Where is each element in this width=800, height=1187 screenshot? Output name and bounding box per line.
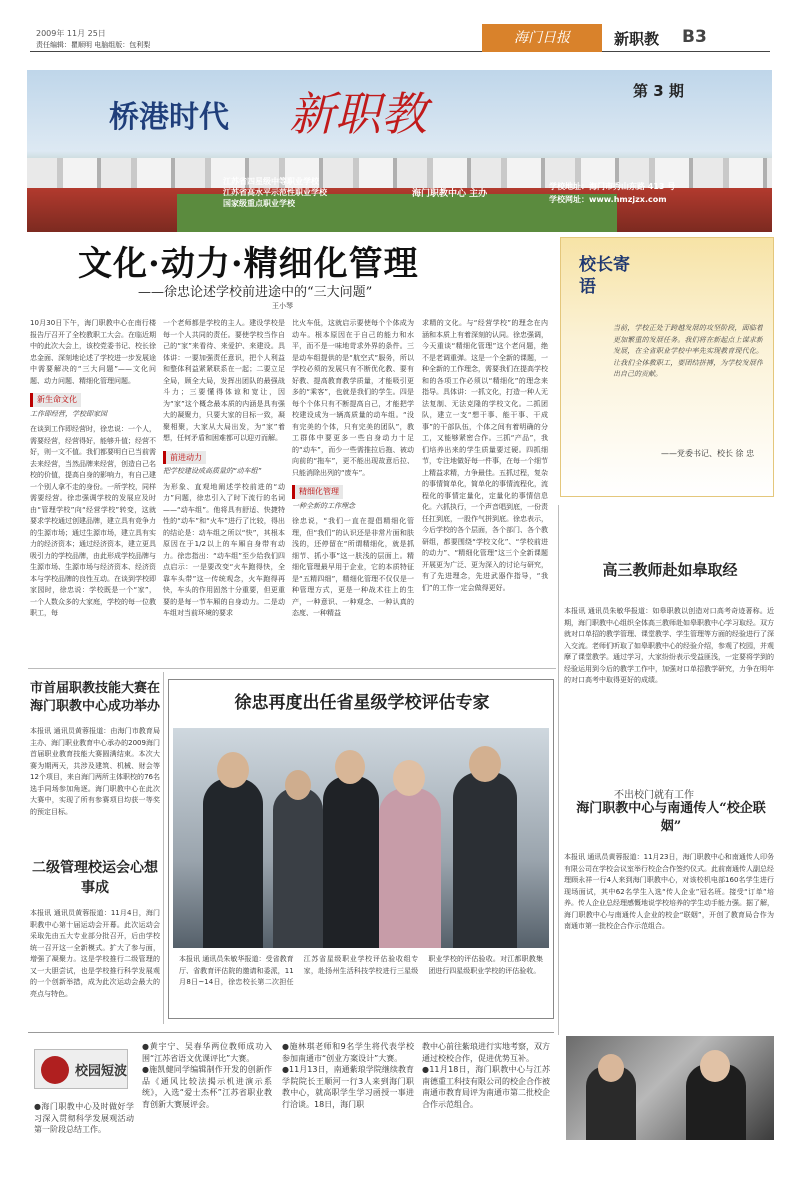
banner-issue: 第 3 期 xyxy=(633,82,684,100)
header-editors: 责任编辑：瞿顺明 电脑组版：包利梨 xyxy=(36,41,151,49)
col3-body-2: 徐忠说，“我们一直在提倡精细化管理，但“我们”的认识还是非常片面和肤浅的，还停留在“所谓精细化，就是抓细节、抓小事”这一肤浅的层面上。精细化管理最早用于企业，它的本质特征是“五精四细”，精细化管理不仅仅是一种管理方式，更是一种战术往上的生产，一种意识、一种观念、一种认真的态度、一种精益 xyxy=(292,517,414,617)
honor-3: 国家级重点职业学校 xyxy=(223,199,295,208)
briefs-title: 校园短波 xyxy=(75,1064,128,1079)
story4-title: 市首届职教技能大赛在海门职教中心成功举办 xyxy=(30,681,161,714)
main-col-3 xyxy=(292,318,414,658)
col3-body: 比火车低，这就启示要使每个个体成为动车。根本原因在于自己的能力和水平，而不是一味地苛求外界的条件。三是动车组提供的是“航空式”服务，所以学校必须的发展只有不断优化教、要有好教、提高教育教学质量，才能吸引更多的“乘客”，也就是我们的学生。四是每个个体只有不断提高自己，才能把学校建设成为一辆高质量的动车组。“没有完美的个体，只有完美的团队”，教工群体中要更多一些自身动力十足的“动车”，而少一些需推拉后拖、被动向前的“拖车”，更不能出现故意后拉、只能消除出列的“废车”。 xyxy=(292,319,414,477)
page-header xyxy=(30,24,770,52)
col2-body-2: 为形象、直观地阐述学校前进的“动力”问题，徐忠引入了时下流行的名词——“动车组”。他将具有舒适、快捷特性的“动车”和“火车”进行了比较，得出的结论是：动车组之所以“快”，其根本原因在于1/2以上的车厢自身带有动力。徐忠指出：“动车组”至少给我们四点启示：一是要改变“火车跑得快，全靠车头带”这一传统观念，火车跑得再快，车头的作用固然十分重要，但更重要的是每一节车厢的自身动力。二是动车组对当前环境的要求 xyxy=(163,482,285,617)
brief-7: ●11月18日，海门职教中心与江苏南德重工科技有限公司的校企合作被南通市教育局评为南通市第二批校企合作示范组合。 xyxy=(422,1065,550,1109)
brief-3: ●施凯健同学编辑制作开发的创新作品《通风比较法揭示机进演示系统》，入选“爱士杰杯”江苏省职业教育创新大赛展评会。 xyxy=(142,1065,272,1109)
banner-title-2: 新职教 xyxy=(289,87,427,141)
story3-pre: 不出校门就有工作 xyxy=(614,790,694,801)
divider-right-col xyxy=(558,505,559,1035)
story2-title: 高三教师赴如皋取经 xyxy=(602,561,738,579)
briefs-box xyxy=(28,1032,554,1162)
meeting-photo xyxy=(566,1036,774,1140)
brief-col-2 xyxy=(142,1041,272,1159)
brief-col-3 xyxy=(282,1041,414,1159)
col4-body: 求精的文化。与“经营学校”的理念在内涵和本质上有着深刻的认同。徐忠强调，今天重谈“精细化管理”这个老问题，绝不是老调重弹。这是一个全新的课题，一种全新的工作理念，需要我们在提高学校和的各项工作必须以“精细化”的理念来指导。具体讲：一抓文化，打造一种人无法复制、无法克隆的学校文化。二抓团队，建立一支“想干事、能干事、干成事”的干部队伍，个体之间有着明确的分工，又能够紧密合作。三抓“产品”，我们培养出来的学生质量要过硬。四抓细节，专注地做好每一件事，在每一个细节上精益求精，力争最佳。五抓过程，复杂的事情简单化，简单化的事情流程化，流程化的事情定量化，定量化的事情信息化。六抓执行，一个声音唱到底，一份责任扛到底，一股作气拼到底。徐忠表示，今后学校的各个层面，各个部门、各个教研组，都要围绕“学校文化”、“学校前进的动力”、“精细化管理”这三个全新课题开展更为广泛、更为深入的讨论与研究，有了先进理念，先进武器作指导，“我们”的工作一定会做得更好。 xyxy=(422,319,548,592)
brief-5: ●11月13日，南通紫琅学院继续教育学院院长王顺河一行3人来到海门职教中心，就高职学生学习函授一事进行洽谈。18日，海门职 xyxy=(282,1065,414,1109)
col1-intro: 10月30日下午，海门职教中心在南行楼报告厅召开了全校教职工大会。在临近期中的此次大会上，该校党委书记、校长徐忠金面、深刻地论述了学校进一步发展途中需要解决的“三大问题”——文化问题、动力问题、精细化管理问题。 xyxy=(30,319,156,385)
main-col-1 xyxy=(30,318,156,658)
banner xyxy=(27,70,772,232)
banner-honors xyxy=(223,176,327,209)
main-col-4 xyxy=(422,318,548,658)
principal-title: 校长寄语 xyxy=(579,255,630,297)
subhead-culture-sub: 工作即经营，学校即家园 xyxy=(30,409,107,418)
honor-1: 江苏省四星级中等职业学校 xyxy=(223,177,319,186)
photo-credit: 本报讯 通讯员朱敏华报道：受省教育厅、省教育评估院的邀请和委派，11月8日~14日，徐忠校长第二次担任江苏省星级职业学校评估验收组专家，赴扬州生活科技学校进行三星级职业学校的评估验收。对江都职教集团进行四星级职业学校的评估验收。 xyxy=(179,955,543,986)
brief-col-4 xyxy=(422,1041,550,1159)
briefs-logo xyxy=(34,1049,128,1089)
banner-address: 学校地址：海门市秀山东路 413 号 xyxy=(549,182,676,191)
banner-host: 海门职教中心 主办 xyxy=(412,189,488,199)
banner-site[interactable]: 学校网址：www.hmzjzx.com xyxy=(549,195,667,204)
story3-title: 海门职教中心与南通传人“校企联姻” xyxy=(576,801,766,834)
col2-body: 一个老师都是学校的主人。建设学校是每一个人共同的责任。要使学校当作自己的“家”来看待、来爱护、来建设。具体讲：一要加强责任意识，把个人利益和整体利益紧紧联系在一起；二要立足全局，顾全大局，发挥出团队的最强战斗力；三要懂得体谅和宽让，因为“家”这个概念最本质的内涵是具有强大的凝聚力，只要大家的目标一致，凝聚相聚，大家从大局出发，为“家”着想，任何矛盾和困难都可以迎刃而解。 xyxy=(163,319,285,442)
brief-4: ●施林琪老师和9名学生将代表学校参加南通市“创业方案设计”大赛。 xyxy=(282,1042,414,1063)
main-title: 文化·动力·精细化管理 xyxy=(78,244,419,284)
honor-2: 江苏省高水平示范性职业学校 xyxy=(223,188,327,197)
main-subtitle: ——徐忠论述学校前进途中的“三大问题” xyxy=(138,285,373,300)
subhead-culture: 新生命文化 xyxy=(30,393,81,407)
story2-text: 本报讯 通讯员朱敏华报道：如皋职教以创造对口高考奇迹著称。近期，海门职教中心组织全体高三教师赴如皋职教中心学习取经。双方就对口单招的教学管理、课堂教学、学生管理等方面的经验进行了深入交流。老师们听取了如皋职教中心的经验介绍，参观了校园，并观摩了课堂教学。通过学习，大家纷纷表示受益匪浅，一定要将学到的经验运用到今后的教学工作中，加强对口单招教学研究，力争在明年的对口高考中取得更好的成绩。 xyxy=(564,607,774,684)
briefs-emblem xyxy=(41,1056,69,1084)
brief-1: ●海门职教中心及时做好学习深入贯彻科学发展观活动第一阶段总结工作。 xyxy=(34,1102,134,1134)
photo-title: 徐忠再度出任省星级学校评估专家 xyxy=(234,693,490,713)
subhead-fine: 精细化管理 xyxy=(292,485,343,499)
col1-body: 在谈到工作即经营时，徐忠说：一个人，需要经营，经营得好，能够升值；经营不好，则一文不值。我们都要明白已当前需去来经营，当然品牌来经营，创造自己名校的价值，提高自身的影响力，有自己建一个别人拿不走的身份。一所学校，同样需要经营。徐忠强调学校的发展应及时由“管理学校”向“经营学校”转变，这就要求学校通过创建品牌，建立具有竞争力的生源市场；通过生源市场，建立具有实力的经济资本；通过经济资本，建立更具吸引力的学校品牌，由此形成学校品牌与生源市场、生源市场与经济资本、经济资本与学校品牌的良性互动。在谈到学校即家园时，徐忠说：学校既是一个“家”，一个人数众多的大家庭，学校的每一位教职工，每 xyxy=(30,425,156,617)
story5-title: 二级管理校运会心想事成 xyxy=(32,860,158,896)
subhead-power: 前进动力 xyxy=(163,451,206,465)
photo-story xyxy=(168,679,554,1019)
principal-sign: ——党委书记、校长 徐 忠 xyxy=(661,449,755,458)
brief-2: ●黄宇宁、吴春华两位教师成功入围“江苏省语文优课评比”大赛。 xyxy=(142,1042,272,1063)
story5-text: 本报讯 通讯员黄蓉报道：11月4日，海门职教中心第十届运动会开幕。此次运动会采取先由五大专业部分批召开，后由学校统一召开这一全新模式。扩大了参与面，增强了凝聚力。这是学校推行二级管理的又一大胆尝试，也是学校推行科学发展观的一个创新举措，成为此次运动会最大的亮点与特色。 xyxy=(30,909,160,998)
story4-text: 本报讯 通讯员黄蓉报道：由海门市教育局主办、海门职业教育中心承办的2009海门首届职业教育技能大赛圆满结束。本次大赛为期两天，共涉及建筑、机械、财会等12个项目，来自海门两所主体职校的76名选手同场参加角逐。海门职教中心在此次大赛中，实现了所有参赛项目均获一等奖的预定目标。 xyxy=(30,727,160,816)
divider-main-bottom xyxy=(28,668,556,669)
subhead-fine-sub: 一种全新的工作理念 xyxy=(292,501,355,510)
section-name: 新职教 xyxy=(614,30,660,48)
banner-contact xyxy=(549,180,675,206)
principal-box xyxy=(560,237,774,497)
brief-6: 教中心前往紫琅进行实地考察，双方通过校校合作，促进优势互补。 xyxy=(422,1042,550,1063)
header-date: 2009年 11月 25日 xyxy=(36,29,106,38)
main-author: 王小琴 xyxy=(272,302,293,310)
photo-image xyxy=(173,728,549,948)
story3-text: 本报讯 通讯员黄蓉报道：11月23日，海门职教中心和南通传人印务有限公司在学校会议室举行校企合作签约仪式。此前南通传人副总经理顾永祥一行4人来到海门职教中心，对该校机电部160名学生进行现场面试，其中62名学生入选“传人企业”冠名班。接受“订单”培养。传人企业总经理感慨地说学校培养的学生动手能力强。据了解，海门职教中心与南通传人企业的校企“联姻”，开创了教育局合作为南通市第一批校企合作示范组合。 xyxy=(564,853,774,930)
divider-left-col xyxy=(163,672,164,1024)
principal-text: 当前，学校正处于跨越发展的攻坚阶段，面临着更加繁重的发展任务。我们将在新起点上谋求新发展，在全省职业学校中率先实现教育现代化。让我们全体教职工，要团结拼搏，为学校发展作出自己的贡献。 xyxy=(613,324,763,378)
main-col-2 xyxy=(163,318,285,658)
subhead-power-sub: 把学校建设成高质量的“动车组” xyxy=(163,467,262,475)
banner-title-1: 桥港时代 xyxy=(109,100,229,135)
page-number: B3 xyxy=(682,27,707,47)
paper-logo: 海门日报 xyxy=(482,24,602,52)
